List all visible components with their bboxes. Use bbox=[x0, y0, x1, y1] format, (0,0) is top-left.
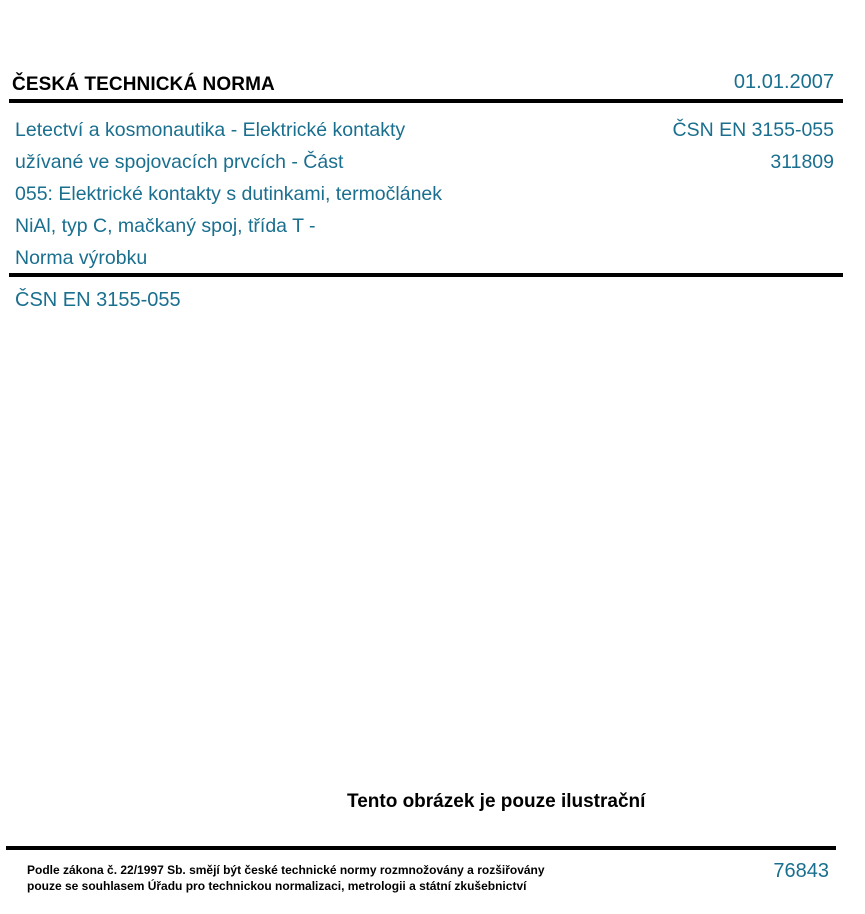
standard-codes bbox=[672, 114, 834, 178]
standard-title-line: užívané ve spojovacích prvcích - Část bbox=[15, 151, 344, 173]
standard-title-line: Norma výrobku bbox=[15, 247, 148, 269]
illustration-note: Tento obrázek je pouze ilustrační bbox=[347, 791, 646, 812]
standard-title-line: Letectví a kosmonautika - Elektrické kontakty bbox=[15, 119, 406, 141]
standard-reference: ČSN EN 3155-055 bbox=[15, 289, 181, 311]
standard-title-line: NiAl, typ C, mačkaný spoj, třída T - bbox=[15, 215, 316, 237]
footer-legal-notice bbox=[27, 862, 545, 894]
footer-legal-line: Podle zákona č. 22/1997 Sb. smějí být české technické normy rozmnožovány a rozšiřovány bbox=[27, 863, 545, 877]
footer-divider bbox=[6, 846, 836, 850]
title-divider bbox=[9, 273, 843, 277]
standard-title bbox=[15, 114, 515, 274]
standard-code: ČSN EN 3155-055 bbox=[672, 119, 834, 141]
footer-document-number: 76843 bbox=[773, 860, 829, 882]
document-header-title: ČESKÁ TECHNICKÁ NORMA bbox=[12, 74, 275, 95]
document-date: 01.01.2007 bbox=[733, 71, 834, 93]
footer-legal-line: pouze se souhlasem Úřadu pro technickou normalizaci, metrologii a státní zkušebnictví bbox=[27, 879, 527, 893]
header-divider bbox=[9, 99, 843, 103]
standard-title-line: 055: Elektrické kontakty s dutinkami, termočlánek bbox=[15, 183, 443, 205]
standard-classification: 311809 bbox=[770, 151, 834, 173]
